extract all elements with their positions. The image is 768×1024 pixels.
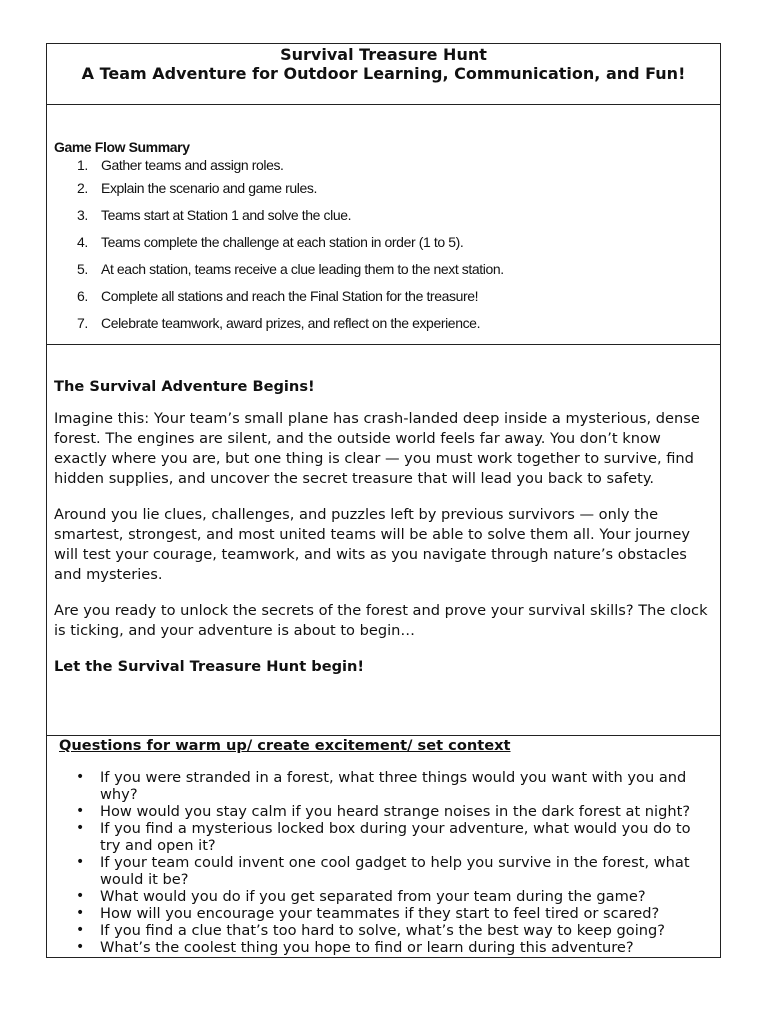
bullet-icon: • (76, 888, 85, 904)
question-item (59, 905, 710, 922)
question-item (59, 803, 710, 820)
game-flow-list (54, 156, 720, 341)
question-text: If you find a clue that’s too hard to solve, what’s the best way to keep going? (100, 922, 666, 939)
questions-list (59, 769, 710, 957)
document-table (46, 43, 721, 958)
story-paragraph: Around you lie clues, challenges, and puzzles left by previous survivors — only the smartest, strongest, and most united teams will be able to solve them all. Your journey will test your courage, teamwork, and wits as you navigate through nature’s obstacles and mysteries. (54, 506, 690, 583)
title-cell (47, 44, 720, 105)
questions-cell (47, 736, 720, 957)
game-flow-step (54, 233, 720, 260)
question-text: If you find a mysterious locked box during your adventure, what would you do to try and open it? (100, 820, 691, 854)
bullet-icon: • (76, 769, 85, 785)
question-text: If you were stranded in a forest, what three things would you want with you and why? (100, 769, 687, 803)
step-number: 3. (77, 207, 88, 223)
step-text: Celebrate teamwork, award prizes, and reflect on the experience. (101, 315, 481, 331)
game-flow-step (54, 179, 720, 206)
question-item (59, 769, 710, 803)
story-paragraph: Imagine this: Your team’s small plane has crash-landed deep inside a mysterious, dense forest. The engines are silent, and the outside world feels far away. You don’t know exactly where you are, but one thing is clear — you must work together to survive, find hidden supplies, and uncover the secret treasure that will lead you back to safety. (54, 410, 700, 487)
story-closing: Let the Survival Treasure Hunt begin! (54, 658, 365, 675)
question-text: What would you do if you get separated from your team during the game? (100, 888, 646, 905)
game-flow-cell (47, 105, 720, 345)
document-title: Survival Treasure Hunt (280, 45, 487, 64)
question-item (59, 854, 710, 888)
bullet-icon: • (76, 803, 85, 819)
step-number: 2. (77, 180, 88, 196)
game-flow-step (54, 260, 720, 287)
step-number: 5. (77, 261, 88, 277)
document-subtitle: A Team Adventure for Outdoor Learning, Communication, and Fun! (81, 64, 686, 83)
bullet-icon: • (76, 922, 85, 938)
question-text: How would you stay calm if you heard strange noises in the dark forest at night? (100, 803, 691, 820)
bullet-icon: • (76, 905, 85, 921)
game-flow-heading: Game Flow Summary (54, 139, 190, 155)
step-number: 6. (77, 288, 88, 304)
question-text: How will you encourage your teammates if they start to feel tired or scared? (100, 905, 660, 922)
step-text: Complete all stations and reach the Final Station for the treasure! (101, 288, 479, 304)
game-flow-step (54, 287, 720, 314)
bullet-icon: • (76, 854, 85, 870)
game-flow-step (54, 206, 720, 233)
step-text: Gather teams and assign roles. (101, 157, 284, 173)
step-text: Explain the scenario and game rules. (101, 180, 317, 196)
game-flow-step (54, 314, 720, 341)
question-item (59, 922, 710, 939)
bullet-icon: • (76, 939, 85, 955)
question-item (59, 939, 710, 956)
step-number: 7. (77, 315, 88, 331)
question-text: If your team could invent one cool gadget to help you survive in the forest, what would it be? (100, 854, 690, 888)
step-text: Teams complete the challenge at each station in order (1 to 5). (101, 234, 464, 250)
step-text: Teams start at Station 1 and solve the clue. (101, 207, 352, 223)
step-number: 1. (77, 157, 88, 173)
questions-heading: Questions for warm up/ create excitement/ set context (59, 737, 511, 754)
question-item (59, 820, 710, 854)
story-paragraph: Are you ready to unlock the secrets of the forest and prove your survival skills? The clock is ticking, and your adventure is about to begin… (54, 602, 708, 639)
bullet-icon: • (76, 820, 85, 836)
story-cell (47, 345, 720, 736)
game-flow-step (54, 156, 720, 179)
question-item (59, 888, 710, 905)
question-text: What’s the coolest thing you hope to find or learn during this adventure? (100, 939, 634, 956)
step-text: At each station, teams receive a clue leading them to the next station. (101, 261, 504, 277)
step-number: 4. (77, 234, 88, 250)
story-heading: The Survival Adventure Begins! (54, 378, 315, 395)
